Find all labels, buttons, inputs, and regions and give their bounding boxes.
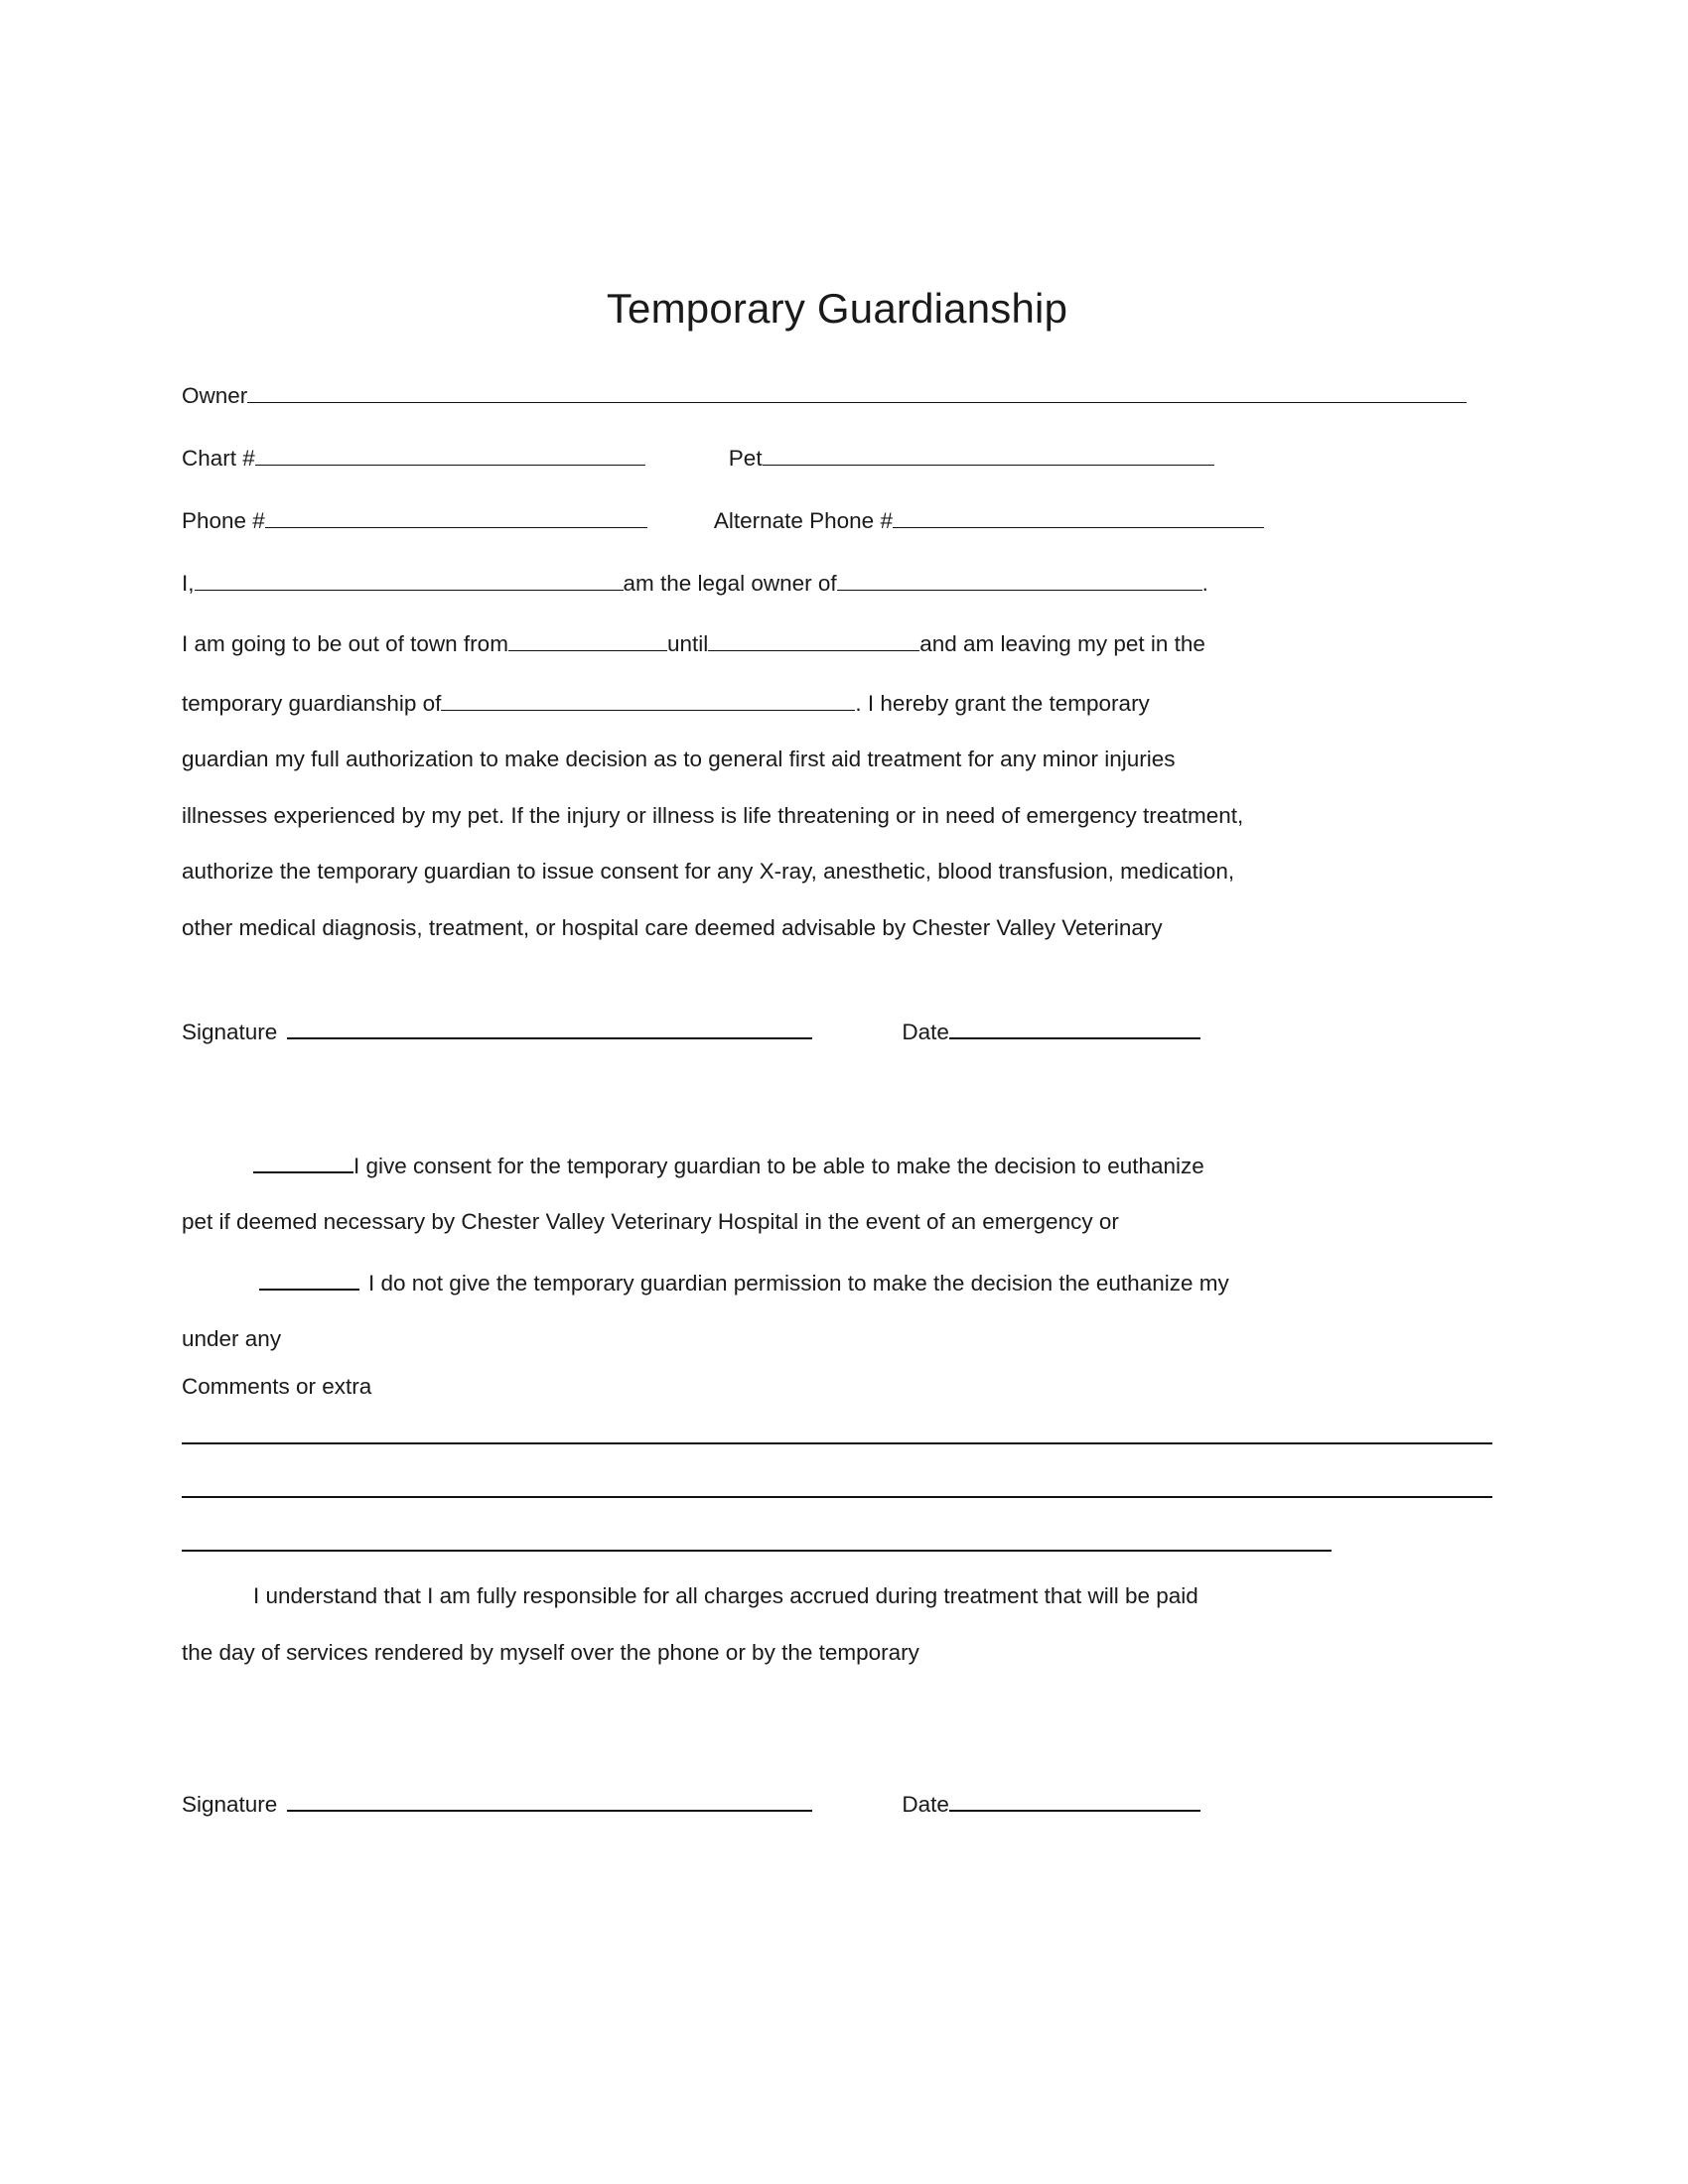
departure-date-input-line[interactable]: [508, 629, 667, 651]
euthanasia-consent-text: I give consent for the temporary guardian to be able to make the decision to euthanize: [353, 1153, 1204, 1178]
phone-number-input-line[interactable]: [265, 507, 647, 529]
signature-label: Signature: [182, 1019, 278, 1044]
signature-label: Signature: [182, 1791, 278, 1817]
page-title: Temporary Guardianship: [606, 285, 1068, 332]
comments-write-line[interactable]: [182, 1496, 1492, 1498]
owner-label: Owner: [182, 382, 248, 408]
guardianship-of-row: [182, 689, 1492, 715]
legal-owner-declaration-row: [182, 570, 1492, 596]
return-date-input-line[interactable]: [708, 629, 919, 651]
out-of-town-label: I am going to be out of town from: [182, 630, 508, 656]
alternate-phone-input-line[interactable]: [893, 507, 1264, 529]
until-label: until: [666, 630, 709, 656]
owner-input-line[interactable]: [247, 381, 1467, 403]
signature-row-primary: [182, 1016, 1492, 1043]
responsibility-row: [182, 1585, 1492, 1608]
euthanasia-refusal-text: I do not give the temporary guardian permission to make the decision the euthanize my: [368, 1270, 1229, 1296]
signature-input-line[interactable]: [287, 1788, 812, 1811]
owner-field-row: [182, 381, 1492, 407]
date-label: Date: [902, 1791, 949, 1817]
euthanasia-refusal-initials-line[interactable]: [259, 1268, 359, 1291]
chart-pet-field-row: [182, 444, 1492, 470]
responsibility-text-continued: the day of services rendered by myself over the phone or by the temporary: [182, 1639, 919, 1665]
comments-label: Comments or extra: [182, 1373, 372, 1399]
pet-label: Pet: [728, 446, 763, 472]
euthanasia-consent-text-continued: pet if deemed necessary by Chester Valley Veterinary Hospital in the event of an emergency or: [182, 1209, 1119, 1235]
chart-number-label: Chart #: [182, 446, 255, 472]
comments-write-line[interactable]: [182, 1550, 1332, 1552]
date-input-line[interactable]: [949, 1788, 1200, 1811]
phone-field-row: [182, 507, 1492, 533]
chart-number-input-line[interactable]: [255, 444, 645, 466]
euthanasia-refusal-row: [182, 1268, 1492, 1296]
declaration-period: .: [1201, 571, 1208, 597]
signature-row-secondary: [182, 1788, 1492, 1816]
authorization-body-line: illnesses experienced by my pet. If the injury or illness is life threatening or in need of emergency treatment,: [182, 802, 1244, 828]
document-content: [182, 0, 1492, 1816]
euthanasia-refusal-text-continued: under any: [182, 1326, 282, 1352]
responsibility-text: I understand that I am fully responsible for all charges accrued during treatment that will be paid: [253, 1583, 1198, 1609]
out-of-town-row: [182, 629, 1492, 655]
authorization-body-line: guardian my full authorization to make decision as to general first aid treatment for any minor injuries: [182, 747, 1176, 772]
alternate-phone-label: Alternate Phone #: [713, 508, 893, 534]
authorization-body-line: other medical diagnosis, treatment, or hospital care deemed advisable by Chester Valley Veterinary: [182, 914, 1163, 940]
i-am-label: I,: [182, 571, 195, 597]
signature-input-line[interactable]: [287, 1016, 812, 1038]
phone-number-label: Phone #: [182, 508, 265, 534]
euthanasia-consent-initials-line[interactable]: [253, 1150, 353, 1172]
date-input-line[interactable]: [949, 1016, 1200, 1038]
date-label: Date: [902, 1019, 949, 1044]
euthanasia-consent-row: [182, 1150, 1492, 1177]
declarant-name-input-line[interactable]: [195, 570, 624, 592]
pet-input-line[interactable]: [763, 444, 1214, 466]
guardianship-of-label: temporary guardianship of: [182, 690, 442, 716]
hereby-grant-label: . I hereby grant the temporary: [855, 690, 1150, 716]
legal-owner-of-label: am the legal owner of: [623, 571, 837, 597]
comments-write-line[interactable]: [182, 1442, 1492, 1444]
leaving-pet-label: and am leaving my pet in the: [919, 630, 1205, 656]
pet-name-input-line[interactable]: [837, 570, 1202, 592]
authorization-body-line: authorize the temporary guardian to issue consent for any X-ray, anesthetic, blood transfusion, medication,: [182, 859, 1235, 885]
guardian-name-input-line[interactable]: [441, 689, 855, 711]
